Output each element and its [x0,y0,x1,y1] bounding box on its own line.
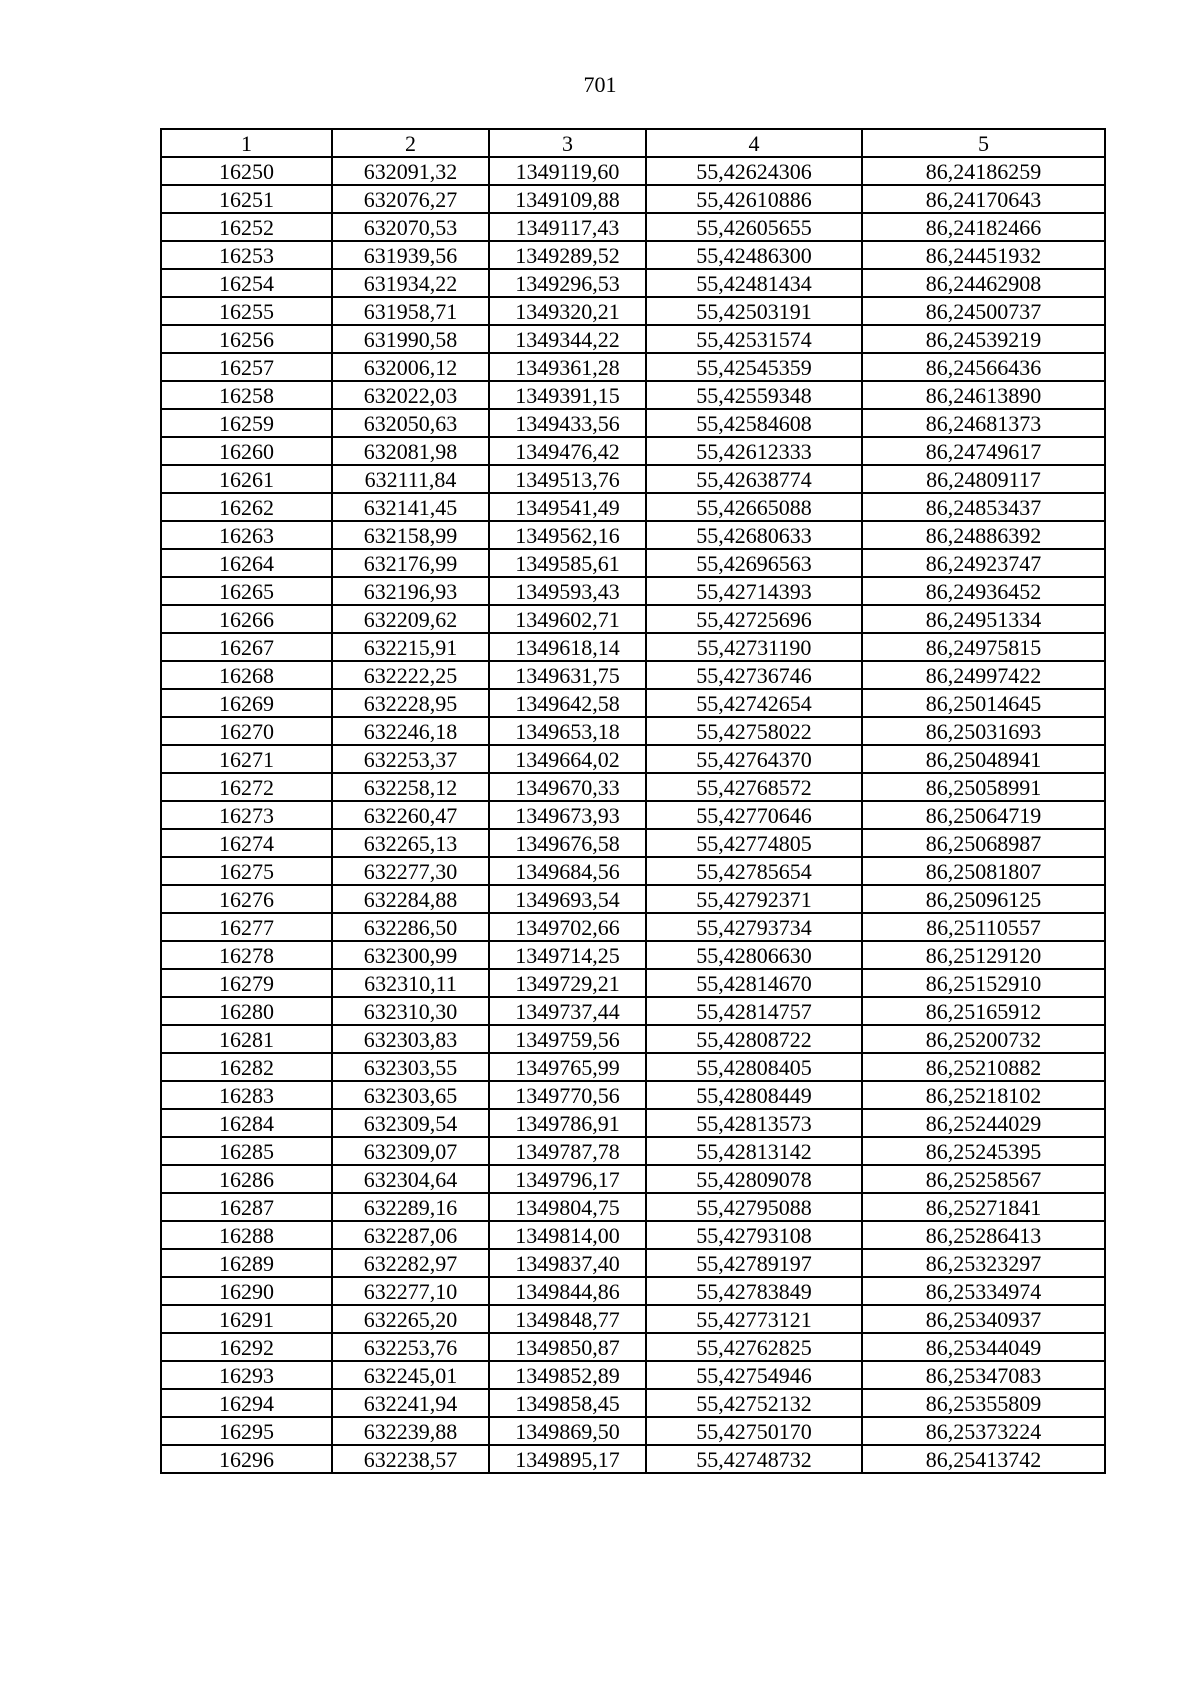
column-header-3: 3 [489,129,646,157]
table-cell-col-2: 632006,12 [332,353,489,381]
table-cell-col-1: 16256 [161,325,332,353]
table-cell-col-1: 16293 [161,1361,332,1389]
table-cell-col-4: 55,42696563 [646,549,862,577]
table-cell-col-2: 632081,98 [332,437,489,465]
table-row [161,941,1105,969]
table-cell-col-4: 55,42750170 [646,1417,862,1445]
table-cell-col-1: 16258 [161,381,332,409]
table-cell-col-5: 86,24886392 [862,521,1105,549]
table-cell-col-4: 55,42638774 [646,465,862,493]
table-cell-col-3: 1349513,76 [489,465,646,493]
table-cell-col-5: 86,24997422 [862,661,1105,689]
table-row [161,213,1105,241]
table-cell-col-3: 1349702,66 [489,913,646,941]
table-cell-col-2: 632111,84 [332,465,489,493]
table-row [161,325,1105,353]
table-row [161,157,1105,185]
table-cell-col-1: 16275 [161,857,332,885]
table-cell-col-5: 86,25245395 [862,1137,1105,1165]
table-cell-col-4: 55,42610886 [646,185,862,213]
table-cell-col-4: 55,42503191 [646,297,862,325]
table-cell-col-5: 86,25129120 [862,941,1105,969]
table-cell-col-2: 632277,10 [332,1277,489,1305]
table-cell-col-4: 55,42742654 [646,689,862,717]
table-row [161,241,1105,269]
table-row [161,801,1105,829]
table-cell-col-4: 55,42680633 [646,521,862,549]
table-cell-col-1: 16283 [161,1081,332,1109]
table-cell-col-5: 86,25218102 [862,1081,1105,1109]
table-row [161,1445,1105,1473]
table-cell-col-1: 16255 [161,297,332,325]
table-cell-col-1: 16289 [161,1249,332,1277]
table-body [161,157,1105,1473]
table-cell-col-2: 632265,13 [332,829,489,857]
table-cell-col-5: 86,25355809 [862,1389,1105,1417]
table-cell-col-5: 86,24975815 [862,633,1105,661]
table-row [161,269,1105,297]
table-cell-col-3: 1349729,21 [489,969,646,997]
table-row [161,885,1105,913]
table-cell-col-2: 632303,55 [332,1053,489,1081]
table-cell-col-3: 1349585,61 [489,549,646,577]
table-cell-col-5: 86,25152910 [862,969,1105,997]
table-cell-col-5: 86,25110557 [862,913,1105,941]
table-cell-col-1: 16257 [161,353,332,381]
table-cell-col-4: 55,42486300 [646,241,862,269]
table-cell-col-4: 55,42792371 [646,885,862,913]
table-cell-col-3: 1349670,33 [489,773,646,801]
table-cell-col-2: 631939,56 [332,241,489,269]
table-cell-col-2: 632141,45 [332,493,489,521]
table-cell-col-4: 55,42624306 [646,157,862,185]
table-cell-col-1: 16296 [161,1445,332,1473]
table-cell-col-2: 632253,76 [332,1333,489,1361]
table-cell-col-3: 1349344,22 [489,325,646,353]
table-row [161,913,1105,941]
table-cell-col-5: 86,24462908 [862,269,1105,297]
table-cell-col-3: 1349320,21 [489,297,646,325]
table-cell-col-5: 86,25271841 [862,1193,1105,1221]
table-cell-col-1: 16259 [161,409,332,437]
table-row [161,1221,1105,1249]
table-cell-col-5: 86,25286413 [862,1221,1105,1249]
table-cell-col-4: 55,42725696 [646,605,862,633]
table-cell-col-2: 632158,99 [332,521,489,549]
table-cell-col-5: 86,25014645 [862,689,1105,717]
table-cell-col-2: 632310,11 [332,969,489,997]
table-row [161,1277,1105,1305]
table-cell-col-4: 55,42605655 [646,213,862,241]
table-cell-col-5: 86,24539219 [862,325,1105,353]
table-cell-col-3: 1349653,18 [489,717,646,745]
table-cell-col-5: 86,24936452 [862,577,1105,605]
table-cell-col-2: 632304,64 [332,1165,489,1193]
table-cell-col-1: 16282 [161,1053,332,1081]
table-cell-col-2: 632309,07 [332,1137,489,1165]
table-cell-col-4: 55,42808722 [646,1025,862,1053]
table-cell-col-1: 16254 [161,269,332,297]
table-cell-col-5: 86,25413742 [862,1445,1105,1473]
table-cell-col-1: 16277 [161,913,332,941]
table-cell-col-5: 86,24566436 [862,353,1105,381]
table-cell-col-2: 632287,06 [332,1221,489,1249]
table-cell-col-3: 1349737,44 [489,997,646,1025]
table-cell-col-4: 55,42758022 [646,717,862,745]
table-cell-col-1: 16280 [161,997,332,1025]
table-cell-col-5: 86,25244029 [862,1109,1105,1137]
table-cell-col-3: 1349673,93 [489,801,646,829]
table-cell-col-5: 86,24951334 [862,605,1105,633]
table-cell-col-2: 632050,63 [332,409,489,437]
table-cell-col-5: 86,25081807 [862,857,1105,885]
table-cell-col-4: 55,42795088 [646,1193,862,1221]
table-cell-col-3: 1349804,75 [489,1193,646,1221]
table-cell-col-3: 1349765,99 [489,1053,646,1081]
table-cell-col-3: 1349693,54 [489,885,646,913]
table-cell-col-4: 55,42481434 [646,269,862,297]
table-cell-col-2: 632282,97 [332,1249,489,1277]
table-cell-col-4: 55,42714393 [646,577,862,605]
header-row [161,129,1105,157]
table-cell-col-5: 86,24186259 [862,157,1105,185]
table-cell-col-5: 86,25258567 [862,1165,1105,1193]
table-cell-col-4: 55,42814670 [646,969,862,997]
column-header-5: 5 [862,129,1105,157]
table-cell-col-3: 1349664,02 [489,745,646,773]
table-cell-col-4: 55,42774805 [646,829,862,857]
table-cell-col-5: 86,25210882 [862,1053,1105,1081]
table-row [161,1137,1105,1165]
table-cell-col-3: 1349642,58 [489,689,646,717]
table-cell-col-3: 1349289,52 [489,241,646,269]
table-cell-col-1: 16287 [161,1193,332,1221]
table-row [161,997,1105,1025]
table-cell-col-4: 55,42783849 [646,1277,862,1305]
table-cell-col-1: 16276 [161,885,332,913]
table-cell-col-2: 632265,20 [332,1305,489,1333]
table-cell-col-2: 632300,99 [332,941,489,969]
column-header-2: 2 [332,129,489,157]
table-row [161,1417,1105,1445]
table-cell-col-1: 16271 [161,745,332,773]
table-cell-col-3: 1349684,56 [489,857,646,885]
table-cell-col-2: 632258,12 [332,773,489,801]
table-cell-col-3: 1349562,16 [489,521,646,549]
table-cell-col-3: 1349786,91 [489,1109,646,1137]
table-cell-col-4: 55,42545359 [646,353,862,381]
table-cell-col-5: 86,25058991 [862,773,1105,801]
table-cell-col-1: 16294 [161,1389,332,1417]
table-cell-col-1: 16272 [161,773,332,801]
table-cell-col-2: 632289,16 [332,1193,489,1221]
table-cell-col-1: 16252 [161,213,332,241]
table-cell-col-2: 632222,25 [332,661,489,689]
table-cell-col-2: 632286,50 [332,913,489,941]
table-cell-col-3: 1349714,25 [489,941,646,969]
table-cell-col-3: 1349433,56 [489,409,646,437]
table-row [161,437,1105,465]
table-cell-col-1: 16285 [161,1137,332,1165]
table-cell-col-2: 632241,94 [332,1389,489,1417]
table-cell-col-4: 55,42789197 [646,1249,862,1277]
table-cell-col-1: 16291 [161,1305,332,1333]
table-row [161,745,1105,773]
table-cell-col-3: 1349852,89 [489,1361,646,1389]
table-cell-col-1: 16290 [161,1277,332,1305]
table-cell-col-3: 1349787,78 [489,1137,646,1165]
table-cell-col-4: 55,42773121 [646,1305,862,1333]
table-row [161,857,1105,885]
table-cell-col-4: 55,42793108 [646,1221,862,1249]
table-row [161,773,1105,801]
table-cell-col-2: 632209,62 [332,605,489,633]
table-cell-col-1: 16263 [161,521,332,549]
table-row [161,829,1105,857]
table-cell-col-4: 55,42770646 [646,801,862,829]
table-cell-col-3: 1349296,53 [489,269,646,297]
table-cell-col-1: 16278 [161,941,332,969]
table-cell-col-4: 55,42736746 [646,661,862,689]
table-cell-col-4: 55,42813142 [646,1137,862,1165]
table-cell-col-2: 632303,83 [332,1025,489,1053]
table-cell-col-2: 632239,88 [332,1417,489,1445]
table-cell-col-5: 86,24853437 [862,493,1105,521]
table-cell-col-5: 86,25323297 [862,1249,1105,1277]
table-cell-col-3: 1349119,60 [489,157,646,185]
table-row [161,185,1105,213]
table-cell-col-2: 632022,03 [332,381,489,409]
table-cell-col-4: 55,42808449 [646,1081,862,1109]
table-row [161,1053,1105,1081]
table-row [161,297,1105,325]
table-cell-col-1: 16250 [161,157,332,185]
table-cell-col-3: 1349848,77 [489,1305,646,1333]
table-row [161,1333,1105,1361]
table-row [161,1305,1105,1333]
table-row [161,717,1105,745]
table-cell-col-2: 632196,93 [332,577,489,605]
table-cell-col-1: 16281 [161,1025,332,1053]
page-number: 701 [583,72,617,97]
table-cell-col-1: 16265 [161,577,332,605]
table-row [161,1249,1105,1277]
table-cell-col-3: 1349869,50 [489,1417,646,1445]
table-cell-col-1: 16273 [161,801,332,829]
table-row [161,1165,1105,1193]
table-cell-col-1: 16284 [161,1109,332,1137]
table-cell-col-4: 55,42813573 [646,1109,862,1137]
table-row [161,605,1105,633]
table-cell-col-3: 1349476,42 [489,437,646,465]
table-cell-col-5: 86,24500737 [862,297,1105,325]
table-cell-col-1: 16262 [161,493,332,521]
table-cell-col-3: 1349541,49 [489,493,646,521]
table-cell-col-3: 1349895,17 [489,1445,646,1473]
table-cell-col-5: 86,24809117 [862,465,1105,493]
table-header [161,129,1105,157]
table-row [161,1081,1105,1109]
table-cell-col-4: 55,42762825 [646,1333,862,1361]
table-cell-col-3: 1349109,88 [489,185,646,213]
table-cell-col-5: 86,24613890 [862,381,1105,409]
table-row [161,689,1105,717]
table-cell-col-5: 86,25068987 [862,829,1105,857]
table-cell-col-5: 86,25347083 [862,1361,1105,1389]
table-cell-col-5: 86,25165912 [862,997,1105,1025]
table-cell-col-1: 16270 [161,717,332,745]
table-cell-col-1: 16253 [161,241,332,269]
table-cell-col-3: 1349837,40 [489,1249,646,1277]
table-cell-col-2: 631958,71 [332,297,489,325]
table-cell-col-4: 55,42806630 [646,941,862,969]
table-row [161,521,1105,549]
table-cell-col-2: 632245,01 [332,1361,489,1389]
table-cell-col-4: 55,42809078 [646,1165,862,1193]
table-cell-col-3: 1349858,45 [489,1389,646,1417]
table-row [161,1193,1105,1221]
table-row [161,465,1105,493]
table-cell-col-3: 1349770,56 [489,1081,646,1109]
table-cell-col-3: 1349618,14 [489,633,646,661]
table-cell-col-2: 632215,91 [332,633,489,661]
table-cell-col-5: 86,25334974 [862,1277,1105,1305]
table-cell-col-1: 16251 [161,185,332,213]
table-cell-col-2: 631934,22 [332,269,489,297]
table-cell-col-2: 632303,65 [332,1081,489,1109]
table-row [161,633,1105,661]
table-cell-col-5: 86,25031693 [862,717,1105,745]
table-cell-col-2: 632228,95 [332,689,489,717]
table-cell-col-4: 55,42531574 [646,325,862,353]
table-cell-col-2: 631990,58 [332,325,489,353]
table-cell-col-4: 55,42793734 [646,913,862,941]
table-cell-col-1: 16269 [161,689,332,717]
table-cell-col-1: 16260 [161,437,332,465]
table-row [161,969,1105,997]
table-cell-col-3: 1349850,87 [489,1333,646,1361]
table-row [161,409,1105,437]
table-cell-col-5: 86,25340937 [862,1305,1105,1333]
table-cell-col-3: 1349631,75 [489,661,646,689]
table-cell-col-2: 632091,32 [332,157,489,185]
table-cell-col-4: 55,42754946 [646,1361,862,1389]
table-cell-col-4: 55,42808405 [646,1053,862,1081]
table-row [161,493,1105,521]
table-row [161,661,1105,689]
table-cell-col-1: 16274 [161,829,332,857]
table-cell-col-2: 632309,54 [332,1109,489,1137]
table-cell-col-5: 86,24170643 [862,185,1105,213]
table-cell-col-1: 16261 [161,465,332,493]
table-cell-col-3: 1349814,00 [489,1221,646,1249]
table-cell-col-4: 55,42612333 [646,437,862,465]
table-cell-col-2: 632260,47 [332,801,489,829]
table-cell-col-4: 55,42768572 [646,773,862,801]
table-cell-col-4: 55,42764370 [646,745,862,773]
table-row [161,577,1105,605]
table-cell-col-3: 1349602,71 [489,605,646,633]
table-cell-col-2: 632176,99 [332,549,489,577]
table-cell-col-2: 632253,37 [332,745,489,773]
table-cell-col-4: 55,42752132 [646,1389,862,1417]
table-row [161,1109,1105,1137]
table-cell-col-1: 16264 [161,549,332,577]
table-row [161,549,1105,577]
table-cell-col-1: 16266 [161,605,332,633]
table-row [161,381,1105,409]
table-cell-col-2: 632238,57 [332,1445,489,1473]
table-row [161,1025,1105,1053]
table-cell-col-1: 16286 [161,1165,332,1193]
table-cell-col-3: 1349759,56 [489,1025,646,1053]
table-row [161,1361,1105,1389]
table-cell-col-2: 632070,53 [332,213,489,241]
table-cell-col-1: 16295 [161,1417,332,1445]
column-header-4: 4 [646,129,862,157]
table-cell-col-5: 86,24182466 [862,213,1105,241]
table-cell-col-5: 86,25048941 [862,745,1105,773]
table-cell-col-2: 632277,30 [332,857,489,885]
table-cell-col-1: 16267 [161,633,332,661]
table-cell-col-5: 86,25200732 [862,1025,1105,1053]
table-row [161,1389,1105,1417]
table-cell-col-4: 55,42584608 [646,409,862,437]
table-cell-col-5: 86,25373224 [862,1417,1105,1445]
table-cell-col-4: 55,42814757 [646,997,862,1025]
table-cell-col-5: 86,24749617 [862,437,1105,465]
table-cell-col-5: 86,25064719 [862,801,1105,829]
table-cell-col-5: 86,25344049 [862,1333,1105,1361]
table-cell-col-5: 86,25096125 [862,885,1105,913]
table-cell-col-2: 632076,27 [332,185,489,213]
table-cell-col-2: 632284,88 [332,885,489,913]
table-cell-col-5: 86,24451932 [862,241,1105,269]
table-cell-col-4: 55,42559348 [646,381,862,409]
table-cell-col-1: 16288 [161,1221,332,1249]
table-cell-col-3: 1349361,28 [489,353,646,381]
table-cell-col-4: 55,42785654 [646,857,862,885]
table-cell-col-3: 1349593,43 [489,577,646,605]
table-cell-col-4: 55,42731190 [646,633,862,661]
table-cell-col-3: 1349117,43 [489,213,646,241]
table-row [161,353,1105,381]
table-cell-col-5: 86,24923747 [862,549,1105,577]
table-cell-col-3: 1349676,58 [489,829,646,857]
column-header-1: 1 [161,129,332,157]
table-cell-col-1: 16268 [161,661,332,689]
table-cell-col-2: 632246,18 [332,717,489,745]
coordinates-table [160,128,1106,1474]
table-cell-col-3: 1349391,15 [489,381,646,409]
table-cell-col-5: 86,24681373 [862,409,1105,437]
table-cell-col-4: 55,42665088 [646,493,862,521]
table-cell-col-1: 16279 [161,969,332,997]
table-cell-col-2: 632310,30 [332,997,489,1025]
table-cell-col-4: 55,42748732 [646,1445,862,1473]
table-cell-col-1: 16292 [161,1333,332,1361]
table-cell-col-3: 1349796,17 [489,1165,646,1193]
table-cell-col-3: 1349844,86 [489,1277,646,1305]
